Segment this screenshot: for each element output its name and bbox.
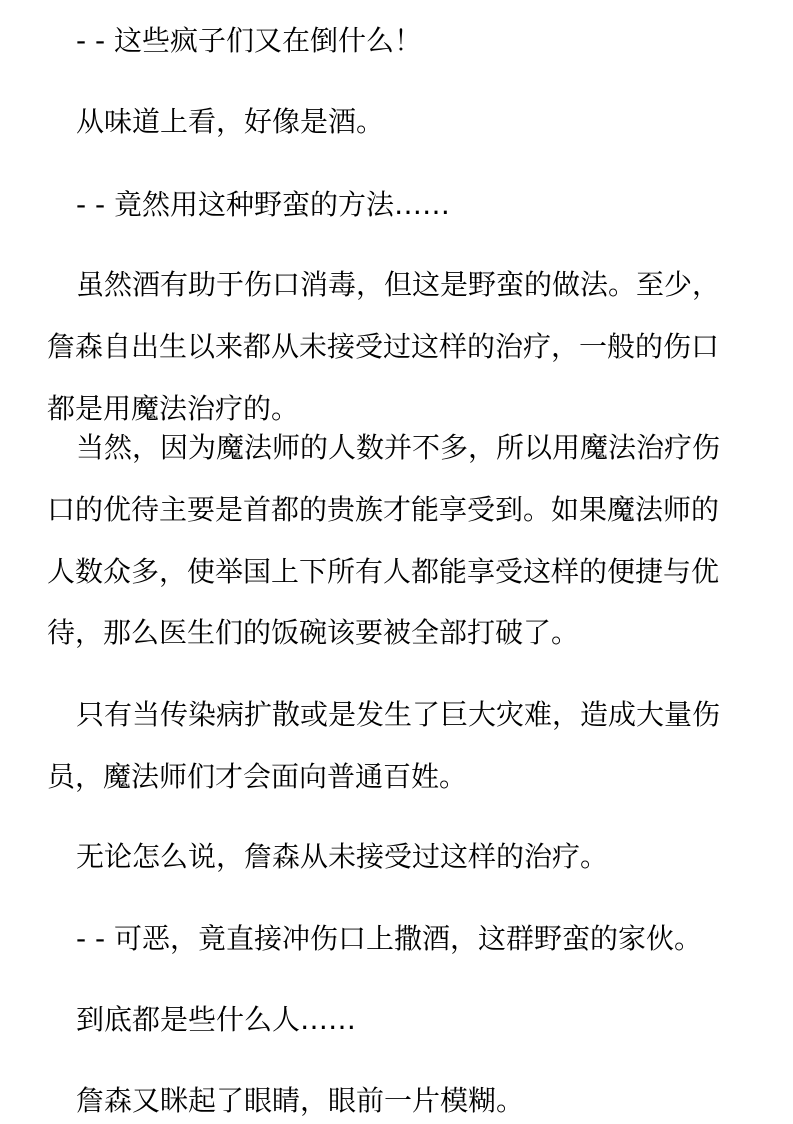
- dialogue-line-1: - - 这些疯子们又在倒什么！: [76, 24, 423, 57]
- paragraph-line: 都是用魔法治疗的。: [47, 392, 300, 425]
- narration-line: 詹森又眯起了眼睛，眼前一片模糊。: [76, 1084, 525, 1117]
- paragraph-line: 待，那么医生们的饭碗该要被全部打破了。: [47, 616, 580, 649]
- narration-line: 无论怎么说，詹森从未接受过这样的治疗。: [76, 840, 609, 873]
- narration-line: 从味道上看，好像是酒。: [76, 105, 385, 138]
- paragraph-line: 口的优待主要是首都的贵族才能享受到。如果魔法师的: [47, 493, 720, 526]
- paragraph-line: 当然，因为魔法师的人数并不多，所以用魔法治疗伤: [76, 431, 721, 464]
- paragraph-line: 人数众多，使举国上下所有人都能享受这样的便捷与优: [47, 555, 720, 588]
- dialogue-line-3: - - 可恶，竟直接冲伤口上撒酒，这群野蛮的家伙。: [76, 922, 703, 955]
- paragraph-line: 詹森自出生以来都从未接受过这样的治疗，一般的伤口: [47, 330, 720, 363]
- dialogue-line-2: - - 竟然用这种野蛮的方法……: [76, 188, 451, 221]
- paragraph-line: 只有当传染病扩散或是发生了巨大灾难，造成大量伤: [76, 698, 721, 731]
- paragraph-line: 虽然酒有助于伤口消毒，但这是野蛮的做法。至少，: [76, 268, 721, 301]
- narration-line: 到底都是些什么人……: [76, 1003, 357, 1036]
- paragraph-line: 员，魔法师们才会面向普通百姓。: [47, 760, 468, 793]
